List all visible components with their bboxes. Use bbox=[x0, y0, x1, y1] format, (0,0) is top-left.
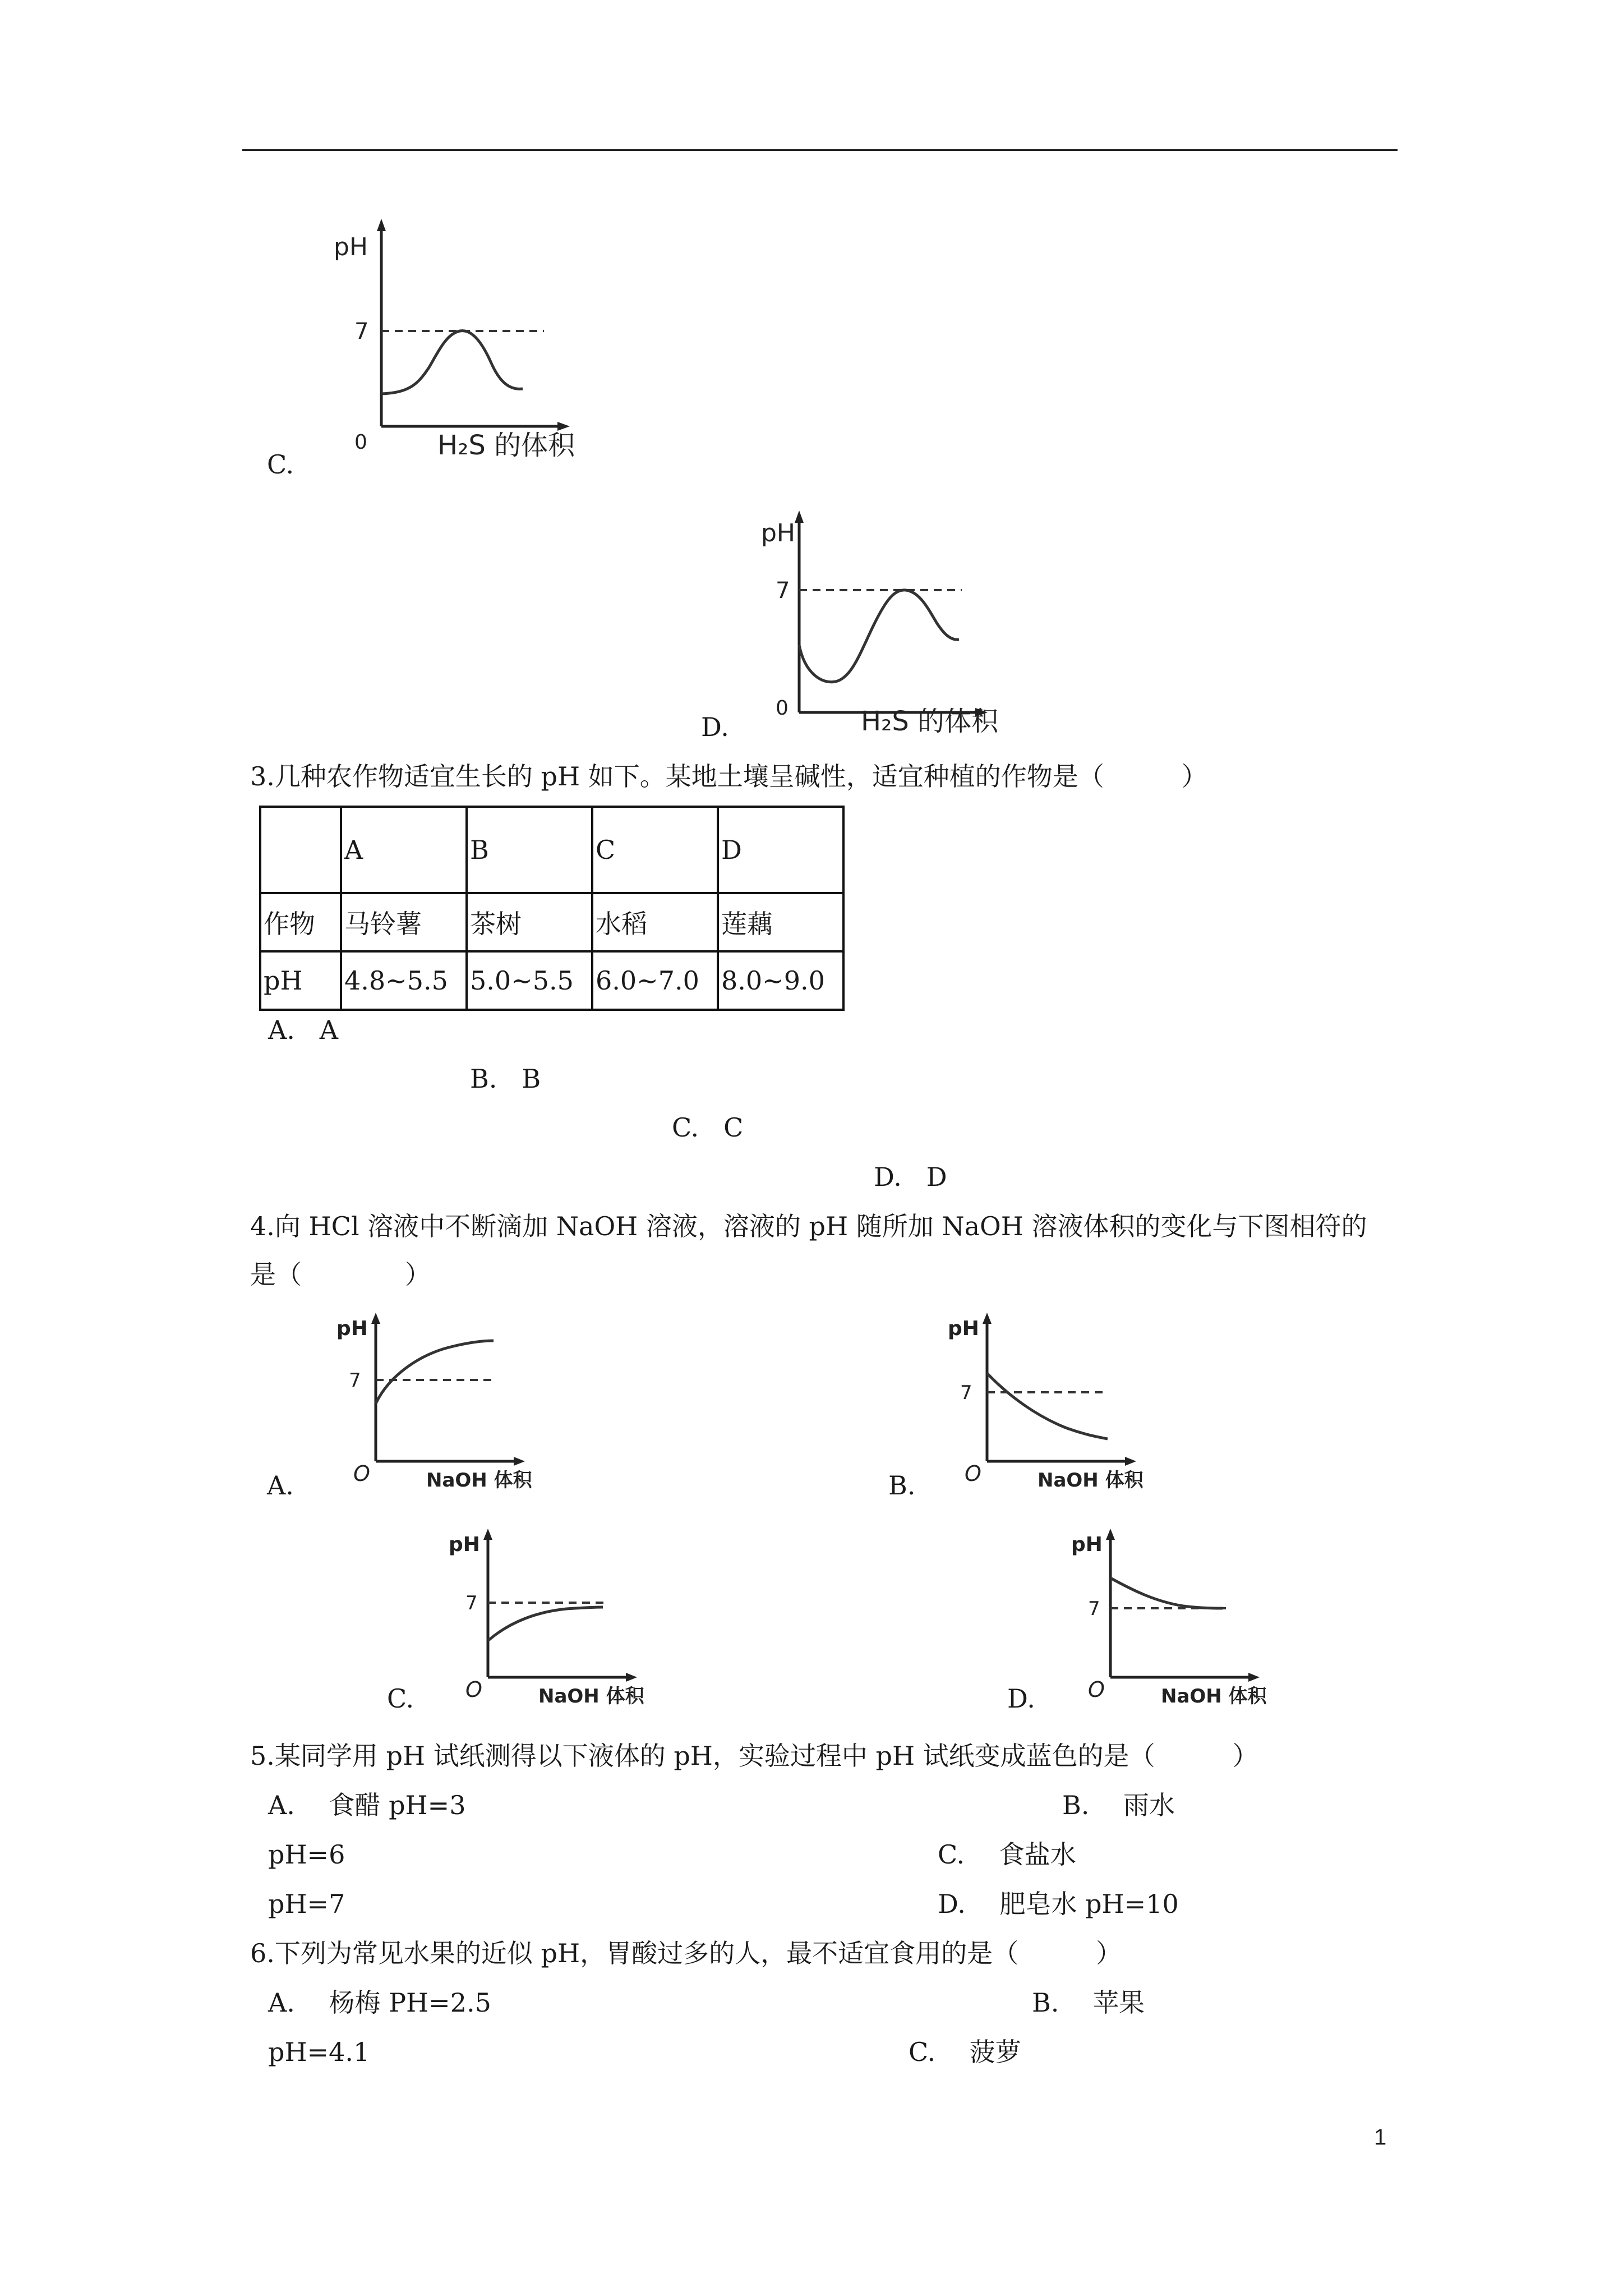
table-cell: 马铃薯 bbox=[341, 893, 467, 951]
q4-b-ylabel: pH bbox=[948, 1317, 979, 1340]
table-row bbox=[260, 893, 843, 951]
q3-option-a: A. A bbox=[268, 1015, 338, 1045]
q3-option-d: D. D bbox=[874, 1162, 947, 1192]
table-cell: 莲藕 bbox=[718, 893, 843, 951]
table-cell: B bbox=[467, 807, 592, 893]
q2-d-ytick: 7 bbox=[776, 578, 790, 604]
q4-a-origin: O bbox=[353, 1461, 370, 1486]
q5-stem: 5.某同学用 pH 试纸测得以下液体的 pH，实验过程中 pH 试纸变成蓝色的是（ ） bbox=[250, 1741, 1258, 1771]
q2-option-d-label: D. bbox=[701, 712, 729, 742]
table-cell: pH bbox=[260, 951, 341, 1010]
table-cell bbox=[260, 807, 341, 893]
q2-option-c-graph bbox=[325, 219, 594, 471]
header-rule bbox=[242, 149, 1398, 151]
q4-option-d-graph bbox=[1071, 1529, 1295, 1708]
q4-d-ylabel: pH bbox=[1071, 1533, 1103, 1556]
table-cell: 水稻 bbox=[592, 893, 718, 951]
table-cell: A bbox=[341, 807, 467, 893]
q6-option-b-cont: pH=4.1 bbox=[268, 2037, 370, 2067]
q5-option-d: D. 肥皂水 pH=10 bbox=[938, 1889, 1179, 1919]
q6-option-b: B. 苹果 bbox=[1032, 1987, 1145, 2018]
page-number: 1 bbox=[1374, 2125, 1387, 2150]
q4-b-xlabel: NaOH 体积 bbox=[1038, 1469, 1144, 1492]
q6-option-a: A. 杨梅 PH=2.5 bbox=[268, 1987, 491, 2018]
q4-option-a-label: A. bbox=[267, 1470, 294, 1501]
q4-option-d-label: D. bbox=[1007, 1683, 1035, 1714]
q3-crop-table bbox=[259, 806, 845, 1011]
q4-c-xlabel: NaOH 体积 bbox=[538, 1685, 644, 1708]
q5-option-b-cont: pH=6 bbox=[268, 1839, 345, 1870]
q4-option-c-label: C. bbox=[387, 1683, 414, 1714]
q4-b-origin: O bbox=[965, 1461, 981, 1486]
q2-c-xlabel: H₂S 的体积 bbox=[437, 430, 575, 461]
q5-option-c-cont: pH=7 bbox=[268, 1889, 345, 1919]
q2-option-d-graph bbox=[754, 510, 1012, 746]
table-cell: 8.0~9.0 bbox=[718, 951, 843, 1010]
q4-b-ytick: 7 bbox=[960, 1382, 972, 1404]
q2-c-ytick: 7 bbox=[354, 319, 369, 344]
q4-a-ylabel: pH bbox=[336, 1317, 368, 1340]
q4-d-xlabel: NaOH 体积 bbox=[1161, 1685, 1267, 1708]
q4-a-ytick: 7 bbox=[349, 1369, 361, 1392]
q4-stem-line1: 4.向 HCl 溶液中不断滴加 NaOH 溶液，溶液的 pH 随所加 NaOH 溶液体积的变化与下图相符的 bbox=[250, 1211, 1367, 1241]
q3-option-b: B. B bbox=[470, 1064, 541, 1094]
q4-c-ytick: 7 bbox=[465, 1592, 478, 1614]
table-cell: D bbox=[718, 807, 843, 893]
q5-option-c: C. 食盐水 bbox=[938, 1839, 1076, 1870]
q4-option-a-graph bbox=[336, 1313, 561, 1492]
q4-option-b-label: B. bbox=[888, 1470, 916, 1501]
q3-option-c: C. C bbox=[672, 1112, 744, 1143]
table-cell: 作物 bbox=[260, 893, 341, 951]
table-cell: 茶树 bbox=[467, 893, 592, 951]
table-row bbox=[260, 951, 843, 1010]
q4-d-ytick: 7 bbox=[1088, 1598, 1100, 1620]
q4-option-c-graph bbox=[449, 1529, 673, 1708]
q5-option-a: A. 食醋 pH=3 bbox=[268, 1790, 466, 1820]
q6-option-c: C. 菠萝 bbox=[909, 2037, 1021, 2067]
q2-d-xlabel: H₂S 的体积 bbox=[861, 706, 999, 737]
q2-c-origin: 0 bbox=[354, 431, 367, 454]
q3-stem: 3.几种农作物适宜生长的 pH 如下。某地土壤呈碱性，适宜种植的作物是（ ） bbox=[250, 761, 1207, 792]
q2-option-c-label: C. bbox=[267, 449, 294, 480]
q6-stem: 6.下列为常见水果的近似 pH，胃酸过多的人，最不适宜食用的是（ ） bbox=[250, 1938, 1122, 1968]
q2-d-origin: 0 bbox=[776, 697, 789, 720]
q4-d-origin: O bbox=[1088, 1677, 1105, 1702]
table-cell: 4.8~5.5 bbox=[341, 951, 467, 1010]
table-cell: C bbox=[592, 807, 718, 893]
q2-d-ylabel: pH bbox=[761, 519, 796, 547]
q5-option-b: B. 雨水 bbox=[1062, 1790, 1175, 1820]
q4-c-origin: O bbox=[465, 1677, 482, 1702]
q4-stem-line2: 是（ ） bbox=[250, 1259, 431, 1290]
table-cell: 6.0~7.0 bbox=[592, 951, 718, 1010]
table-header-row bbox=[260, 807, 843, 893]
q4-a-xlabel: NaOH 体积 bbox=[426, 1469, 532, 1492]
q2-c-ylabel: pH bbox=[334, 233, 368, 261]
table-cell: 5.0~5.5 bbox=[467, 951, 592, 1010]
q4-option-b-graph bbox=[948, 1313, 1172, 1492]
q4-c-ylabel: pH bbox=[449, 1533, 480, 1556]
